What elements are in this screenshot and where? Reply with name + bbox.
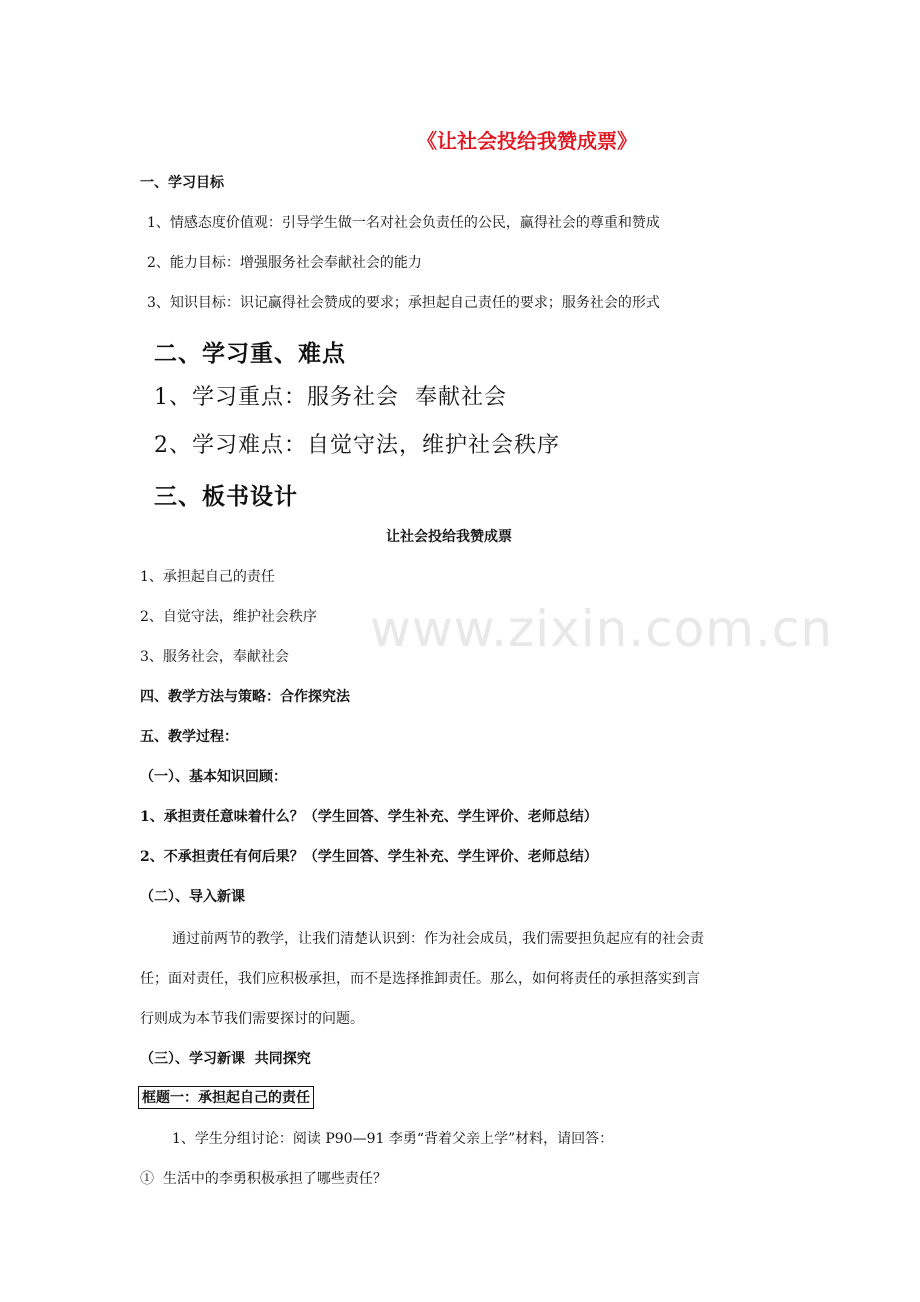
intro-paragraph-line: 任；面对责任，我们应积极承担，而不是选择推卸责任。那么，如何将责任的承担落实到言 xyxy=(140,971,700,987)
objective-item: 3、知识目标：识记赢得社会赞成的要求；承担起自己责任的要求；服务社会的形式 xyxy=(147,295,660,311)
discussion-question: ① 生活中的李勇积极承担了哪些责任？ xyxy=(140,1171,387,1187)
watermark: www.zixin.com.cn xyxy=(370,600,834,658)
part-3-heading: （三）、学习新课 共同探究 xyxy=(140,1051,311,1067)
intro-paragraph-line: 通过前两节的教学，让我们清楚认识到：作为社会成员，我们需要担负起应有的社会责 xyxy=(172,931,704,947)
page-title: 《让社会投给我赞成票》 xyxy=(417,129,637,153)
section-4-heading: 四、教学方法与策略：合作探究法 xyxy=(140,689,350,705)
objective-item: 1、情感态度价值观：引导学生做一名对社会负责任的公民，赢得社会的尊重和赞成 xyxy=(147,215,660,231)
section-2-heading: 二、学习重、难点 xyxy=(154,340,346,367)
frame-title-box: 框题一：承担起自己的责任 xyxy=(138,1086,314,1109)
section-3-heading: 三、板书设计 xyxy=(154,483,298,510)
discussion-task: 1、学生分组讨论：阅读 P90—91 李勇“背着父亲上学”材料，请回答： xyxy=(172,1131,614,1147)
objective-item: 2、能力目标：增强服务社会奉献社会的能力 xyxy=(147,255,422,271)
board-item: 3、服务社会，奉献社会 xyxy=(140,649,289,665)
review-question: 2、不承担责任有何后果？（学生回答、学生补充、学生评价、老师总结） xyxy=(140,849,598,865)
part-2-heading: （二）、导入新课 xyxy=(140,889,245,905)
difficult-point: 2、学习难点：自觉守法，维护社会秩序 xyxy=(154,433,560,458)
board-item: 1、承担起自己的责任 xyxy=(140,569,275,585)
intro-paragraph-line: 行则成为本节我们需要探讨的问题。 xyxy=(140,1011,364,1027)
board-title: 让社会投给我赞成票 xyxy=(386,529,512,545)
board-item: 2、自觉守法，维护社会秩序 xyxy=(140,609,317,625)
part-1-heading: （一）、基本知识回顾： xyxy=(140,769,287,785)
section-5-heading: 五、教学过程： xyxy=(140,729,238,745)
review-question: 1、承担责任意味着什么？（学生回答、学生补充、学生评价、老师总结） xyxy=(140,809,598,825)
section-1-heading: 一、学习目标 xyxy=(140,175,224,191)
key-point: 1、学习重点：服务社会 奉献社会 xyxy=(154,385,507,410)
